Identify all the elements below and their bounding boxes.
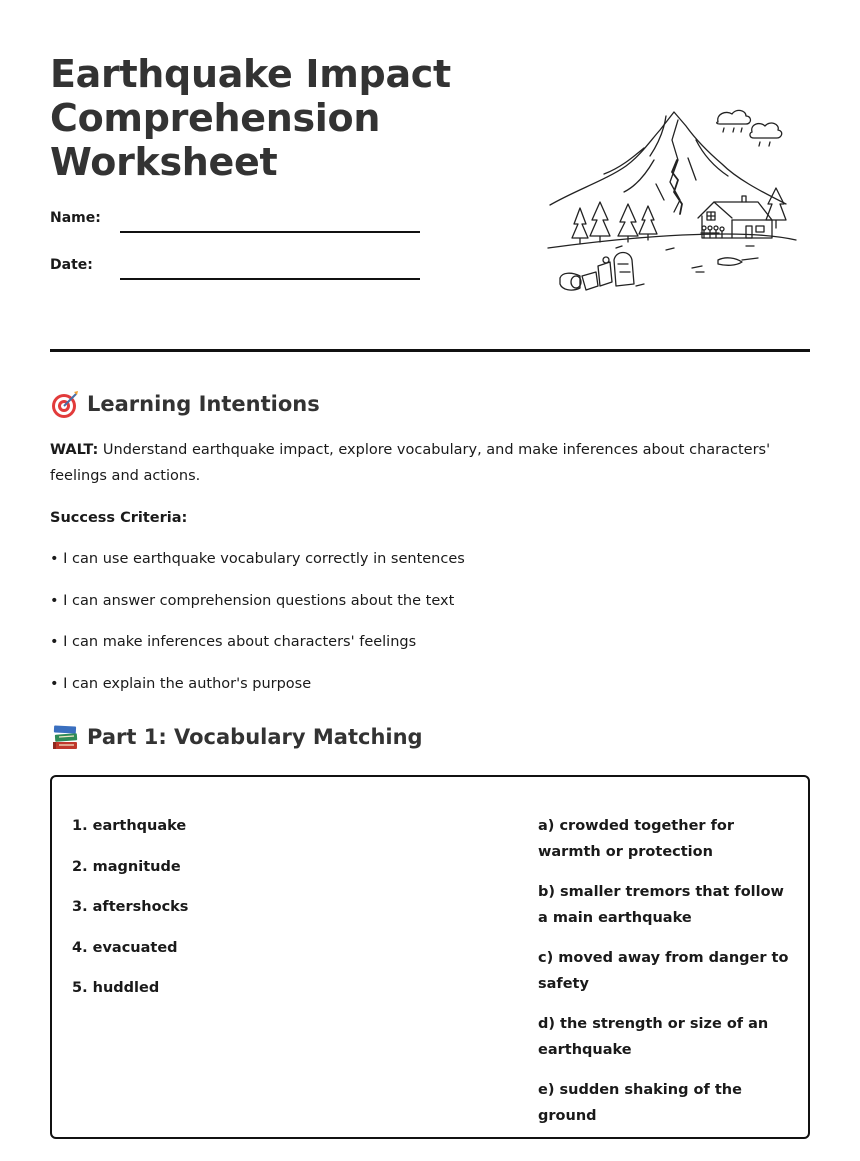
walt-text: Understand earthquake impact, explore vocabulary, and make inferences about characters' feelings and actions. bbox=[50, 442, 771, 484]
vocab-term-list bbox=[72, 813, 188, 1016]
vocab-term: 5. huddled bbox=[72, 980, 160, 996]
ground-line bbox=[548, 234, 796, 248]
name-field[interactable] bbox=[50, 206, 420, 236]
vocab-heading-text: Part 1: Vocabulary Matching bbox=[87, 725, 423, 749]
criteria-item: • I can explain the author's purpose bbox=[50, 675, 312, 692]
vocab-definition: d) the strength or size of an earthquake bbox=[538, 1016, 769, 1058]
name-label: Name: bbox=[50, 210, 101, 226]
vocab-term: 3. aftershocks bbox=[72, 899, 189, 915]
worksheet-header bbox=[50, 0, 810, 352]
vocab-definition: a) crowded together for warmth or protection bbox=[538, 818, 735, 860]
vocab-term: 2. magnitude bbox=[72, 858, 181, 875]
criteria-item: • I can make inferences about characters' feelings bbox=[50, 634, 417, 650]
house-shape bbox=[698, 196, 772, 238]
walt-label: WALT: bbox=[50, 442, 99, 458]
date-field[interactable] bbox=[50, 253, 420, 283]
success-criteria-list bbox=[50, 546, 810, 712]
learning-heading-text: Learning Intentions bbox=[87, 392, 320, 416]
date-line[interactable] bbox=[120, 278, 420, 280]
target-icon bbox=[50, 389, 80, 419]
vocab-definition: b) smaller tremors that follow a main earthquake bbox=[538, 884, 784, 926]
vocab-definition-list bbox=[538, 813, 794, 1143]
vocab-heading bbox=[50, 722, 423, 752]
vocab-term: 1. earthquake bbox=[72, 818, 187, 834]
date-label: Date: bbox=[50, 257, 93, 273]
page-title: Earthquake Impact Comprehension Worksheet bbox=[50, 52, 451, 184]
earthquake-illustration bbox=[546, 100, 806, 300]
people-group bbox=[701, 226, 724, 238]
books-icon bbox=[50, 722, 80, 752]
mountain-outline bbox=[550, 112, 786, 205]
name-line[interactable] bbox=[120, 231, 420, 233]
header-divider bbox=[50, 349, 810, 352]
vocab-definition: c) moved away from danger to safety bbox=[538, 950, 789, 992]
criteria-item: • I can use earthquake vocabulary correctly in sentences bbox=[50, 551, 465, 567]
learning-intentions-heading bbox=[50, 389, 320, 419]
walt-paragraph bbox=[50, 437, 810, 489]
vocab-matching-box bbox=[50, 775, 810, 1139]
vocab-definition: e) sudden shaking of the ground bbox=[538, 1082, 742, 1124]
success-criteria-title: Success Criteria: bbox=[50, 510, 188, 526]
criteria-item: • I can answer comprehension questions about the text bbox=[50, 592, 455, 609]
rubble-pile bbox=[560, 253, 644, 291]
vocab-term: 4. evacuated bbox=[72, 939, 178, 956]
worksheet-page bbox=[50, 0, 810, 1124]
cloud-shape bbox=[717, 110, 751, 124]
